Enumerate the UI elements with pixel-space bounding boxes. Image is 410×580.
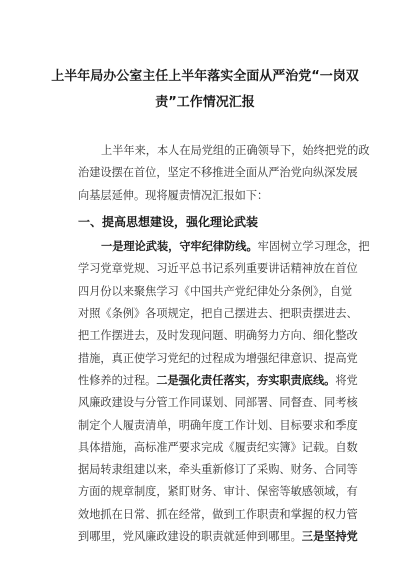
para1-line-6: 措施，真正使学习党纪的过程成为增强纪律意识、提高党 [78, 351, 358, 365]
para1-line-3: 四月份以来聚焦学习《中国共产党纪律处分条例》，自觉 [78, 284, 353, 298]
intro-line-2: 治建设摆在首位，坚定不移推进全面从严治党向纵深发展 [78, 166, 358, 180]
para1-line-7-text: 性修养的过程。 [78, 373, 157, 387]
title-line-2: 责”工作情况汇报 [155, 95, 255, 110]
para1-line-7 [78, 370, 358, 392]
point-one-lead: 一是理论武装，守牢纪律防线。 [101, 240, 258, 254]
para1-line-12: 方面的规章制度，紧盯财务、审计、保密等敏感领域，有 [78, 485, 358, 499]
para1-line-1 [78, 236, 370, 258]
document-body [78, 140, 370, 548]
para1-line-2: 学习党章党规、习近平总书记系列重要讲话精神放在首位 [78, 262, 358, 276]
para1-line-1-text: 牢固树立学习理念，把 [257, 240, 370, 254]
para1-line-14-text: 到哪里，党风廉政建设的职责就延伸到哪里。 [78, 530, 302, 544]
intro-line-3: 向基层延伸。现将履责情况汇报如下： [78, 188, 269, 202]
para1-line-9: 制定个人履责清单，明确年度工作计划、目标要求和季度 [78, 418, 358, 432]
title-line-1: 上半年局办公室主任上半年落实全面从严治党“一岗双 [51, 69, 359, 84]
section-heading-1: 一、提高思想建设，强化理论武装 [78, 214, 259, 229]
point-two-lead: 二是强化责任落实，夯实职责底线。 [156, 373, 336, 387]
point-three-lead: 三是坚持党 [301, 530, 358, 544]
para1-line-11: 据局转隶组建以来，牵头重新修订了采购、财务、合同等 [78, 463, 358, 477]
para1-line-7-tail: 将党 [335, 373, 358, 387]
para1-line-13: 效地抓在日常、抓在经常，做到工作职责和掌握的权力管 [78, 507, 358, 521]
intro-line-1: 上半年来，本人在局党组的正确领导下，始终把党的政 [101, 144, 370, 157]
para1-line-4: 对照《条例》各项规定，把自己摆进去、把职责摆进去、 [78, 307, 358, 321]
para1-line-14 [78, 526, 358, 548]
para1-line-5: 把工作摆进去，及时发现问题、明确努力方向、细化整改 [78, 329, 358, 343]
document-title [0, 64, 410, 116]
para1-line-8: 风廉政建设与分管工作同谋划、同部署、同督查、同考核 [78, 396, 358, 410]
para1-line-10: 具体措施，高标准严要求完成《履责纪实簿》记载。自数 [78, 440, 358, 454]
